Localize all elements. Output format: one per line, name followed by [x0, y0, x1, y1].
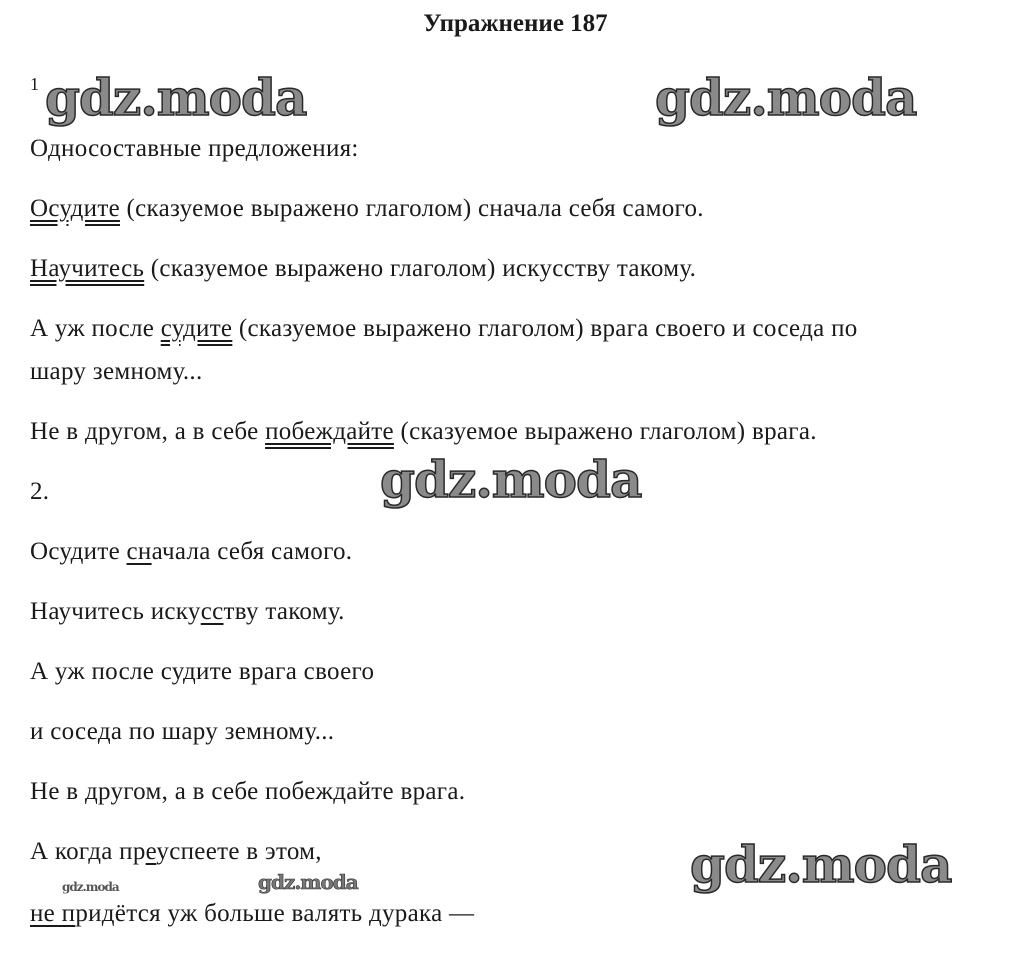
- watermark-logo: gdz.moda: [655, 68, 917, 127]
- sentence-4: [30, 418, 817, 446]
- poem-line-1: [30, 538, 352, 566]
- exercise-title: Упражнение 187: [423, 10, 608, 37]
- line-text: Научитесь иску: [30, 598, 201, 625]
- predicate: судите: [160, 315, 233, 342]
- sentence-text: Не в другом, а в себе: [30, 418, 266, 445]
- spelling-mark: сн: [126, 538, 152, 565]
- sentence-1: [30, 195, 704, 223]
- poem-line-4: и соседа по шару земному...: [30, 718, 335, 745]
- predicate: Осудите: [30, 195, 120, 222]
- watermark-logo-small: gdz.moda: [62, 880, 119, 894]
- sentence-text: А уж после: [30, 315, 161, 342]
- watermark-logo: gdz.moda: [380, 450, 642, 509]
- watermark-logo: gdz.moda: [690, 835, 952, 894]
- section-number-2: 2.: [30, 478, 50, 505]
- line-text: Осудите: [30, 538, 127, 565]
- spelling-mark: не п: [30, 900, 76, 927]
- watermark-logo: gdz.moda: [45, 68, 307, 127]
- poem-line-6: [30, 838, 322, 866]
- sentence-3: [30, 315, 858, 343]
- section-heading: Односоставные предложения:: [30, 135, 359, 162]
- line-text: успеете в этом,: [156, 838, 322, 865]
- line-text: А когда пр: [30, 838, 146, 865]
- sentence-text: (сказуемое выражено глаголом) сначала себя самого.: [119, 195, 704, 222]
- watermark-logo-medium: gdz.moda: [258, 870, 358, 894]
- line-text: ачала себя самого.: [151, 538, 353, 565]
- poem-line-7: [30, 900, 474, 928]
- sentence-3-continuation: шару земному...: [30, 358, 203, 385]
- predicate: Научитесь: [30, 255, 145, 282]
- line-text: ридётся уж больше валять дурака —: [75, 900, 475, 927]
- sentence-text: (сказуемое выражено глаголом) врага.: [393, 418, 817, 445]
- section-number-1: 1: [30, 74, 39, 94]
- poem-line-5: Не в другом, а в себе побеждайте врага.: [30, 778, 466, 805]
- poem-line-3: А уж после судите врага своего: [30, 658, 375, 685]
- spelling-mark: сс: [200, 598, 224, 625]
- sentence-text: (сказуемое выражено глаголом) искусству такому.: [144, 255, 697, 282]
- sentence-text: (сказуемое выражено глаголом) врага своего и соседа по: [232, 315, 858, 342]
- poem-line-2: [30, 598, 345, 626]
- spelling-mark: е: [145, 838, 157, 865]
- predicate: побеждайте: [265, 418, 394, 445]
- sentence-2: [30, 255, 696, 283]
- line-text: тву такому.: [223, 598, 345, 625]
